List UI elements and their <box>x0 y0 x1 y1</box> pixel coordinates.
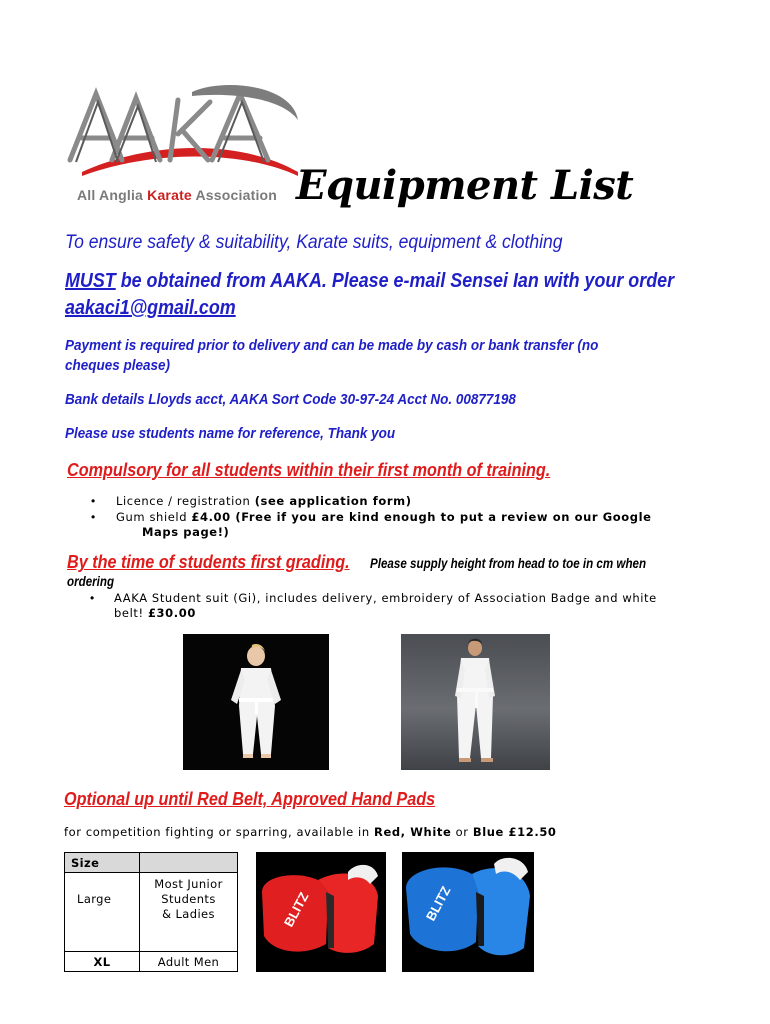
table-row <box>65 873 238 952</box>
adult-karate-suit-photo <box>401 634 550 770</box>
description-cell: Adult Men <box>140 952 238 972</box>
payment-line-1: Payment is required prior to delivery and can be made by cash or bank transfer (no <box>65 337 599 354</box>
glove-brand-label: BLITZ <box>422 883 454 924</box>
logo-tagline: All Anglia Karate Association <box>77 187 278 203</box>
bullet: • <box>91 494 96 508</box>
glove-brand-label: BLITZ <box>280 889 312 930</box>
optional-description: for competition fighting or sparring, available in Red, White or Blue £12.50 <box>64 825 557 839</box>
page-title: Equipment List <box>296 162 634 209</box>
list-item-gum-shield: Gum shield £4.00 (Free if you are kind enough to put a review on our Google <box>116 510 652 524</box>
list-item-gum-shield-cont: Maps page!) <box>142 525 230 539</box>
intro-line-1: To ensure safety & suitability, Karate suits, equipment & clothing <box>65 231 563 253</box>
bank-details: Bank details Lloyds acct, AAKA Sort Code 30-97-24 Acct No. 00877198 <box>65 391 516 408</box>
bullet: • <box>91 510 96 524</box>
description-cell: Most Junior Students & Ladies <box>140 873 238 952</box>
bullet: • <box>90 591 95 605</box>
reference-note: Please use students name for reference, Thank you <box>65 425 396 442</box>
must-emphasis: MUST <box>65 270 116 292</box>
email-link[interactable]: aakaci1@gmail.com <box>65 297 236 319</box>
red-hand-pad-photo <box>256 852 386 972</box>
optional-heading: Optional up until Red Belt, Approved Hand Pads <box>64 789 436 809</box>
grading-note-cont: ordering <box>67 574 115 589</box>
list-item-student-suit: AAKA Student suit (Gi), includes delivery, embroidery of Association Badge and white <box>114 591 657 605</box>
intro-line-2: MUST be obtained from AAKA. Please e-mail Sensei Ian with your order <box>65 270 675 292</box>
table-row <box>65 952 238 972</box>
size-table-header-blank <box>140 853 238 873</box>
size-table-header: Size <box>65 853 140 873</box>
size-cell: XL <box>65 952 140 972</box>
child-karate-suit-photo <box>183 634 329 770</box>
grading-note: Please supply height from head to toe in cm when <box>370 556 647 571</box>
list-item-licence: Licence / registration (see application form) <box>116 494 412 508</box>
blue-hand-pad-photo <box>402 852 534 972</box>
payment-line-2: cheques please) <box>65 357 171 374</box>
size-table <box>64 852 238 972</box>
size-cell: Large <box>65 873 140 952</box>
grading-heading: By the time of students first grading. <box>67 552 350 572</box>
list-item-student-suit-cont: belt! £30.00 <box>114 606 196 620</box>
compulsory-heading: Compulsory for all students within their first month of training. <box>67 460 551 480</box>
